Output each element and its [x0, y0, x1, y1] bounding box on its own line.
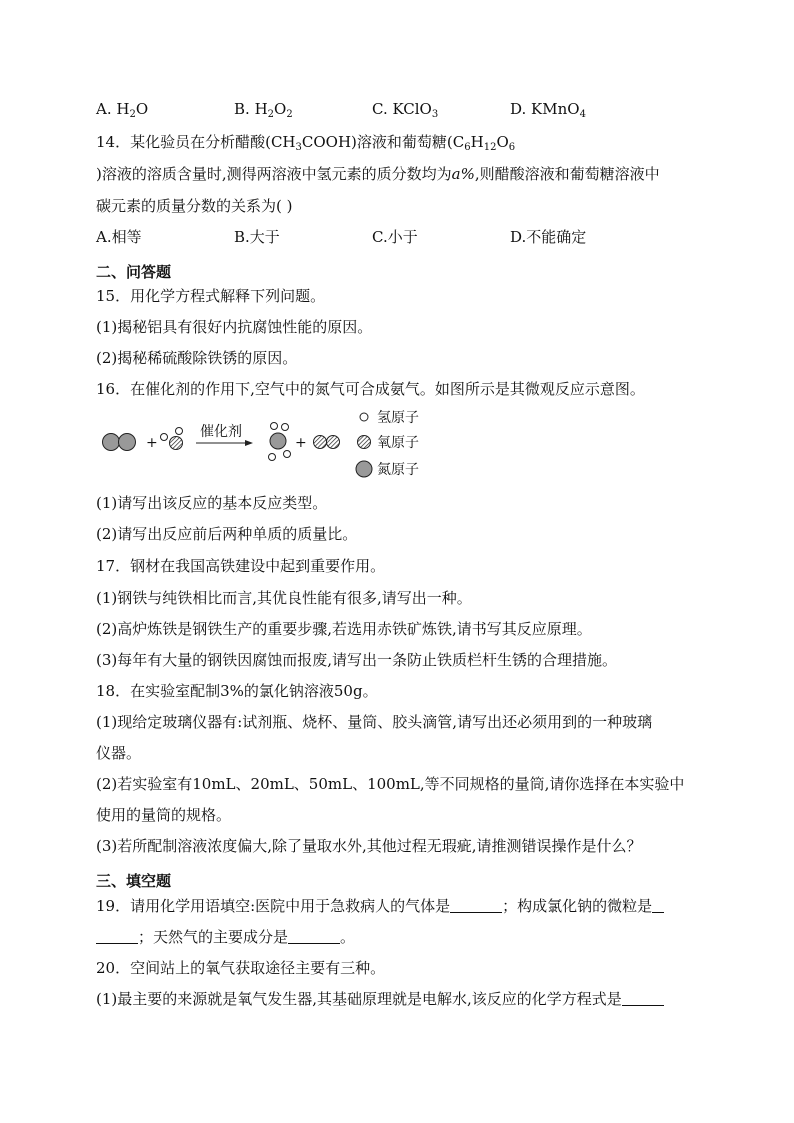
q17-sub1: (1)钢铁与纯铁相比而言,其优良性能有很多,请写出一种。: [96, 589, 472, 607]
oxygen-molecule-icon: [314, 436, 340, 449]
q14-option-c: C.小于: [372, 228, 418, 246]
q17-sub3: (3)每年有大量的钢铁因腐蚀而报废,请写出一条防止铁质栏杆生锈的合理措施。: [96, 651, 618, 669]
answer-blank-2a[interactable]: [652, 898, 664, 913]
oxygen-atom-icon: [358, 436, 371, 449]
nitrogen-atom-icon: [356, 461, 372, 477]
plus-sign-2: +: [295, 435, 307, 451]
q18-sub3: (3)若所配制溶液浓度偏大,除了量取水外,其他过程无瑕疵,请推测错误操作是什么？: [96, 837, 642, 855]
q14-stem-line1: 14．某化验员在分析醋酸$(CH_3COOH)$溶液和葡萄糖($C_6H_{12}O_6$: [96, 133, 516, 153]
answer-blank-4[interactable]: [622, 991, 664, 1006]
answer-blank-2b[interactable]: [96, 929, 138, 944]
q19-line1: 19．请用化学用语填空:医院中用于急救病人的气体是 ；构成氯化钠的微粒是: [96, 896, 664, 916]
legend-hydrogen: 氢原子: [377, 410, 419, 426]
q14-stem-line2: )溶液的溶质含量时,测得两溶液中氢元素的质分数均为a%,则醋酸溶液和葡萄糖溶液中: [96, 165, 660, 183]
q13-option-a: A. $H_2O$: [96, 100, 149, 120]
q18-sub2-line2: 使用的量筒的规格。: [96, 806, 232, 824]
reaction-diagram: [96, 406, 476, 488]
q16-sub2: (2)请写出反应前后两种单质的质量比。: [96, 525, 358, 543]
diagram-legend: [356, 410, 419, 478]
q17-sub2: (2)高炉炼铁是钢铁生产的重要步骤,若选用赤铁矿炼铁,请书写其反应原理。: [96, 620, 592, 638]
legend-nitrogen: 氮原子: [377, 462, 419, 478]
nitrogen-molecule-icon: [103, 434, 136, 451]
section-heading-fill: 三、填空题: [96, 872, 172, 890]
q14-option-b: B.大于: [234, 228, 280, 246]
q13-option-d: D. KMnO$_4$: [510, 100, 586, 120]
q14-stem-line3: 碳元素的质量分数的关系为( ): [96, 197, 293, 215]
option-letter: D.: [510, 100, 532, 118]
option-letter: A.: [96, 100, 117, 118]
q20-stem: 20．空间站上的氧气获取途径主要有三种。: [96, 959, 386, 977]
q18-sub1-line2: 仪器。: [96, 744, 142, 762]
q17-stem: 17．钢材在我国高铁建设中起到重要作用。: [96, 557, 386, 575]
q13-option-c: C. KClO$_3$: [372, 100, 439, 120]
plus-sign-1: +: [146, 435, 158, 451]
option-letter: B.: [234, 100, 255, 118]
variable-a: a%: [451, 165, 475, 183]
q18-sub2-line1: (2)若实验室有10mL、20mL、50mL、100mL,等不同规格的量筒,请你选择在本实验中: [96, 775, 685, 793]
q18-stem: 18．在实验室配制3%的氯化钠溶液50g。: [96, 682, 378, 700]
q13-option-b: B. $H_2O_2$: [234, 100, 293, 120]
q14-option-a: A.相等: [96, 228, 142, 246]
q15-sub2: (2)揭秘稀硫酸除铁锈的原因。: [96, 349, 298, 367]
answer-blank-1[interactable]: [450, 898, 502, 913]
q18-sub1-line1: (1)现给定玻璃仪器有:试剂瓶、烧杯、量筒、胶头滴管,请写出还必须用到的一种玻璃: [96, 713, 653, 731]
q20-sub1: (1)最主要的来源就是氧气发生器,其基础原理就是电解水,该反应的化学方程式是: [96, 989, 664, 1009]
ammonia-molecule-icon: [269, 423, 291, 461]
section-heading-qa: 二、问答题: [96, 263, 172, 281]
water-molecule-icon: [161, 428, 183, 450]
answer-blank-3[interactable]: [288, 929, 340, 944]
q15-stem: 15．用化学方程式解释下列问题。: [96, 287, 326, 305]
q14-option-d: D.不能确定: [510, 228, 587, 246]
q19-line2: ；天然气的主要成分是 。: [96, 927, 355, 947]
q16-stem: 16．在催化剂的作用下,空气中的氮气可合成氨气。如图所示是其微观反应示意图。: [96, 380, 645, 398]
q16-sub1: (1)请写出该反应的基本反应类型。: [96, 494, 328, 512]
catalyst-label: 催化剂: [200, 424, 242, 440]
hydrogen-atom-icon: [360, 413, 368, 421]
q15-sub1: (1)揭秘铝具有很好内抗腐蚀性能的原因。: [96, 318, 373, 336]
legend-oxygen: 氧原子: [377, 435, 419, 451]
option-letter: C.: [372, 100, 393, 118]
